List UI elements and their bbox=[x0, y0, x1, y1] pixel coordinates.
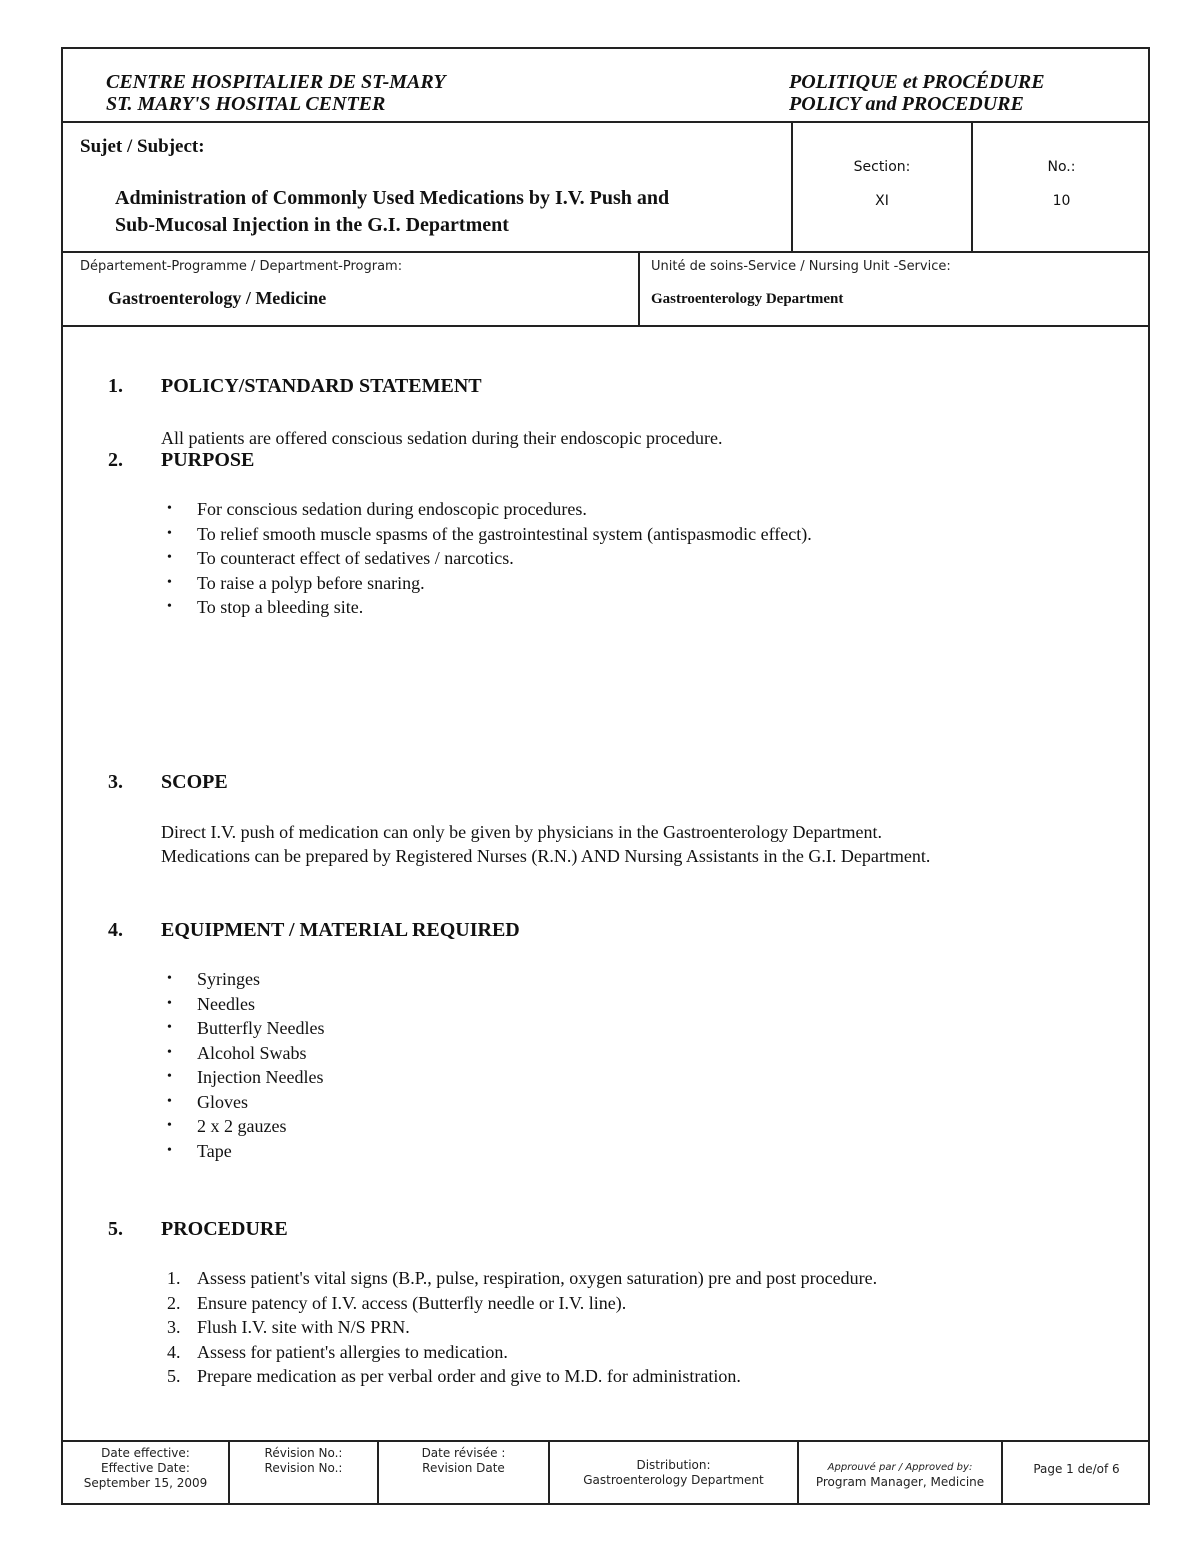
section-value: XI bbox=[875, 193, 889, 209]
footer-label: Distribution: bbox=[636, 1458, 711, 1472]
nursing-unit-label: Unité de soins-Service / Nursing Unit -Service: bbox=[651, 259, 951, 274]
list-item bbox=[161, 571, 812, 596]
number-label: No.: bbox=[1047, 159, 1076, 175]
footer-page-number bbox=[1003, 1442, 1150, 1505]
list-item bbox=[161, 595, 812, 620]
list-item-text: Injection Needles bbox=[197, 1067, 324, 1087]
footer-label: Revision No.: bbox=[264, 1461, 343, 1475]
list-item-text: Assess for patient's allergies to medication. bbox=[197, 1341, 508, 1362]
footer-value: September 15, 2009 bbox=[83, 1476, 208, 1490]
subject-title bbox=[115, 185, 795, 239]
list-item bbox=[161, 1139, 324, 1164]
section-heading: EQUIPMENT / MATERIAL REQUIRED bbox=[161, 919, 520, 941]
section-cell bbox=[791, 123, 971, 251]
footer-value: Gastroenterology Department bbox=[583, 1473, 764, 1487]
bullet-icon: • bbox=[167, 1093, 172, 1109]
list-item-text: Prepare medication as per verbal order and give to M.D. for administration. bbox=[197, 1366, 741, 1386]
footer-label: Approuvé par / Approved by: bbox=[827, 1462, 973, 1473]
footer-value: Program Manager, Medicine bbox=[815, 1475, 985, 1489]
department-row bbox=[63, 253, 1148, 327]
list-item bbox=[161, 1114, 324, 1139]
footer-label: Effective Date: bbox=[101, 1461, 190, 1475]
nursing-unit-value: Gastroenterology Department bbox=[651, 291, 844, 307]
bullet-icon: • bbox=[167, 1118, 172, 1133]
list-item bbox=[161, 992, 324, 1017]
document-header bbox=[63, 49, 1148, 123]
footer-label: Revision Date bbox=[422, 1461, 505, 1475]
section-number: 1. bbox=[108, 375, 123, 397]
subject-title-line-2: Sub-Mucosal Injection in the G.I. Department bbox=[115, 214, 509, 236]
section-number: 3. bbox=[108, 771, 123, 793]
footer-revision-number bbox=[230, 1442, 379, 1505]
number-value: 10 bbox=[1052, 193, 1071, 209]
footer-distribution bbox=[550, 1442, 799, 1505]
equipment-list bbox=[161, 967, 324, 1163]
document-type-en: POLICY and PROCEDURE bbox=[789, 93, 1024, 115]
step-number: 5. bbox=[167, 1366, 181, 1386]
bullet-icon: • bbox=[167, 525, 172, 541]
list-item-text: For conscious sedation during endoscopic procedures. bbox=[197, 499, 587, 519]
list-item-text: Tape bbox=[197, 1140, 232, 1161]
footer-label: Date révisée : bbox=[421, 1446, 506, 1460]
list-item bbox=[161, 1065, 324, 1090]
list-item bbox=[161, 1016, 324, 1041]
scope-line-2: Medications can be prepared by Registered Nurses (R.N.) AND Nursing Assistants in the G.I. Department. bbox=[161, 846, 931, 866]
footer-revision-date bbox=[379, 1442, 550, 1505]
subject-label: Sujet / Subject: bbox=[80, 136, 205, 157]
list-item-text: Alcohol Swabs bbox=[197, 1042, 307, 1063]
list-item bbox=[161, 546, 812, 571]
list-item bbox=[161, 497, 812, 522]
list-item-text: To counteract effect of sedatives / narcotics. bbox=[197, 548, 514, 568]
bullet-icon: • bbox=[167, 599, 172, 614]
list-item-text: To raise a polyp before snaring. bbox=[197, 572, 425, 593]
list-item-text: Ensure patency of I.V. access (Butterfly needle or I.V. line). bbox=[197, 1292, 627, 1313]
section-paragraph bbox=[161, 820, 1121, 868]
list-item bbox=[161, 1090, 324, 1115]
organization-name-fr: CENTRE HOSPITALIER DE ST-MARY bbox=[106, 71, 446, 93]
department-program-label: Département-Programme / Department-Program: bbox=[80, 259, 403, 274]
section-heading: PURPOSE bbox=[161, 449, 255, 471]
section-number: 4. bbox=[108, 919, 123, 941]
footer-label: Date effective: bbox=[101, 1446, 190, 1460]
footer-approved-by bbox=[799, 1442, 1003, 1505]
bullet-icon: • bbox=[167, 971, 172, 986]
section-heading: POLICY/STANDARD STATEMENT bbox=[161, 375, 482, 397]
organization-name bbox=[106, 71, 446, 115]
list-item bbox=[161, 522, 812, 547]
list-item-text: Syringes bbox=[197, 969, 260, 989]
step-number: 1. bbox=[167, 1268, 181, 1288]
document-footer bbox=[63, 1440, 1148, 1505]
subject-title-line-1: Administration of Commonly Used Medications by I.V. Push and bbox=[115, 187, 670, 209]
section-label: Section: bbox=[853, 159, 911, 175]
list-item bbox=[161, 1340, 877, 1365]
list-item bbox=[161, 1266, 877, 1291]
bullet-icon: • bbox=[167, 550, 172, 565]
policy-document bbox=[61, 47, 1150, 1505]
list-item-text: Butterfly Needles bbox=[197, 1018, 325, 1038]
document-type bbox=[789, 71, 1045, 115]
bullet-icon: • bbox=[167, 1020, 172, 1035]
step-number: 3. bbox=[167, 1317, 181, 1337]
list-item bbox=[161, 1364, 877, 1389]
list-item-text: To stop a bleeding site. bbox=[197, 597, 364, 617]
bullet-icon: • bbox=[167, 574, 172, 590]
number-cell bbox=[971, 123, 1150, 251]
list-item bbox=[161, 1291, 877, 1316]
footer-label: Révision No.: bbox=[264, 1446, 343, 1460]
bullet-icon: • bbox=[167, 1044, 172, 1060]
section-number: 5. bbox=[108, 1218, 123, 1240]
procedure-list bbox=[161, 1266, 877, 1389]
step-number: 4. bbox=[167, 1341, 181, 1362]
scope-line-1: Direct I.V. push of medication can only be given by physicians in the Gastroenterology Department. bbox=[161, 822, 882, 842]
list-item bbox=[161, 967, 324, 992]
step-number: 2. bbox=[167, 1292, 181, 1313]
bullet-icon: • bbox=[167, 995, 172, 1011]
bullet-icon: • bbox=[167, 501, 172, 516]
page-number: Page 1 de/of 6 bbox=[1033, 1462, 1120, 1476]
section-heading: PROCEDURE bbox=[161, 1218, 288, 1240]
subject-row bbox=[63, 123, 1148, 253]
list-item-text: 2 x 2 gauzes bbox=[197, 1116, 287, 1136]
list-item-text: Gloves bbox=[197, 1091, 248, 1112]
document-type-fr: POLITIQUE et PROCÉDURE bbox=[789, 71, 1045, 93]
list-item-text: Needles bbox=[197, 993, 255, 1014]
bullet-icon: • bbox=[167, 1069, 172, 1084]
list-item-text: Assess patient's vital signs (B.P., pulse, respiration, oxygen saturation) pre and post procedure. bbox=[197, 1268, 878, 1288]
section-paragraph: All patients are offered conscious sedation during their endoscopic procedure. bbox=[161, 428, 723, 448]
list-item-text: Flush I.V. site with N/S PRN. bbox=[197, 1317, 410, 1337]
section-number: 2. bbox=[108, 449, 123, 471]
department-program-value: Gastroenterology / Medicine bbox=[108, 288, 327, 308]
footer-effective-date bbox=[63, 1442, 230, 1505]
purpose-list bbox=[161, 497, 812, 620]
list-item bbox=[161, 1315, 877, 1340]
list-item-text: To relief smooth muscle spasms of the gastrointestinal system (antispasmodic effect). bbox=[197, 523, 812, 544]
list-item bbox=[161, 1041, 324, 1066]
section-heading: SCOPE bbox=[161, 771, 228, 793]
bullet-icon: • bbox=[167, 1142, 172, 1158]
department-program-cell bbox=[63, 253, 640, 325]
organization-name-en: ST. MARY'S HOSITAL CENTER bbox=[106, 93, 386, 115]
